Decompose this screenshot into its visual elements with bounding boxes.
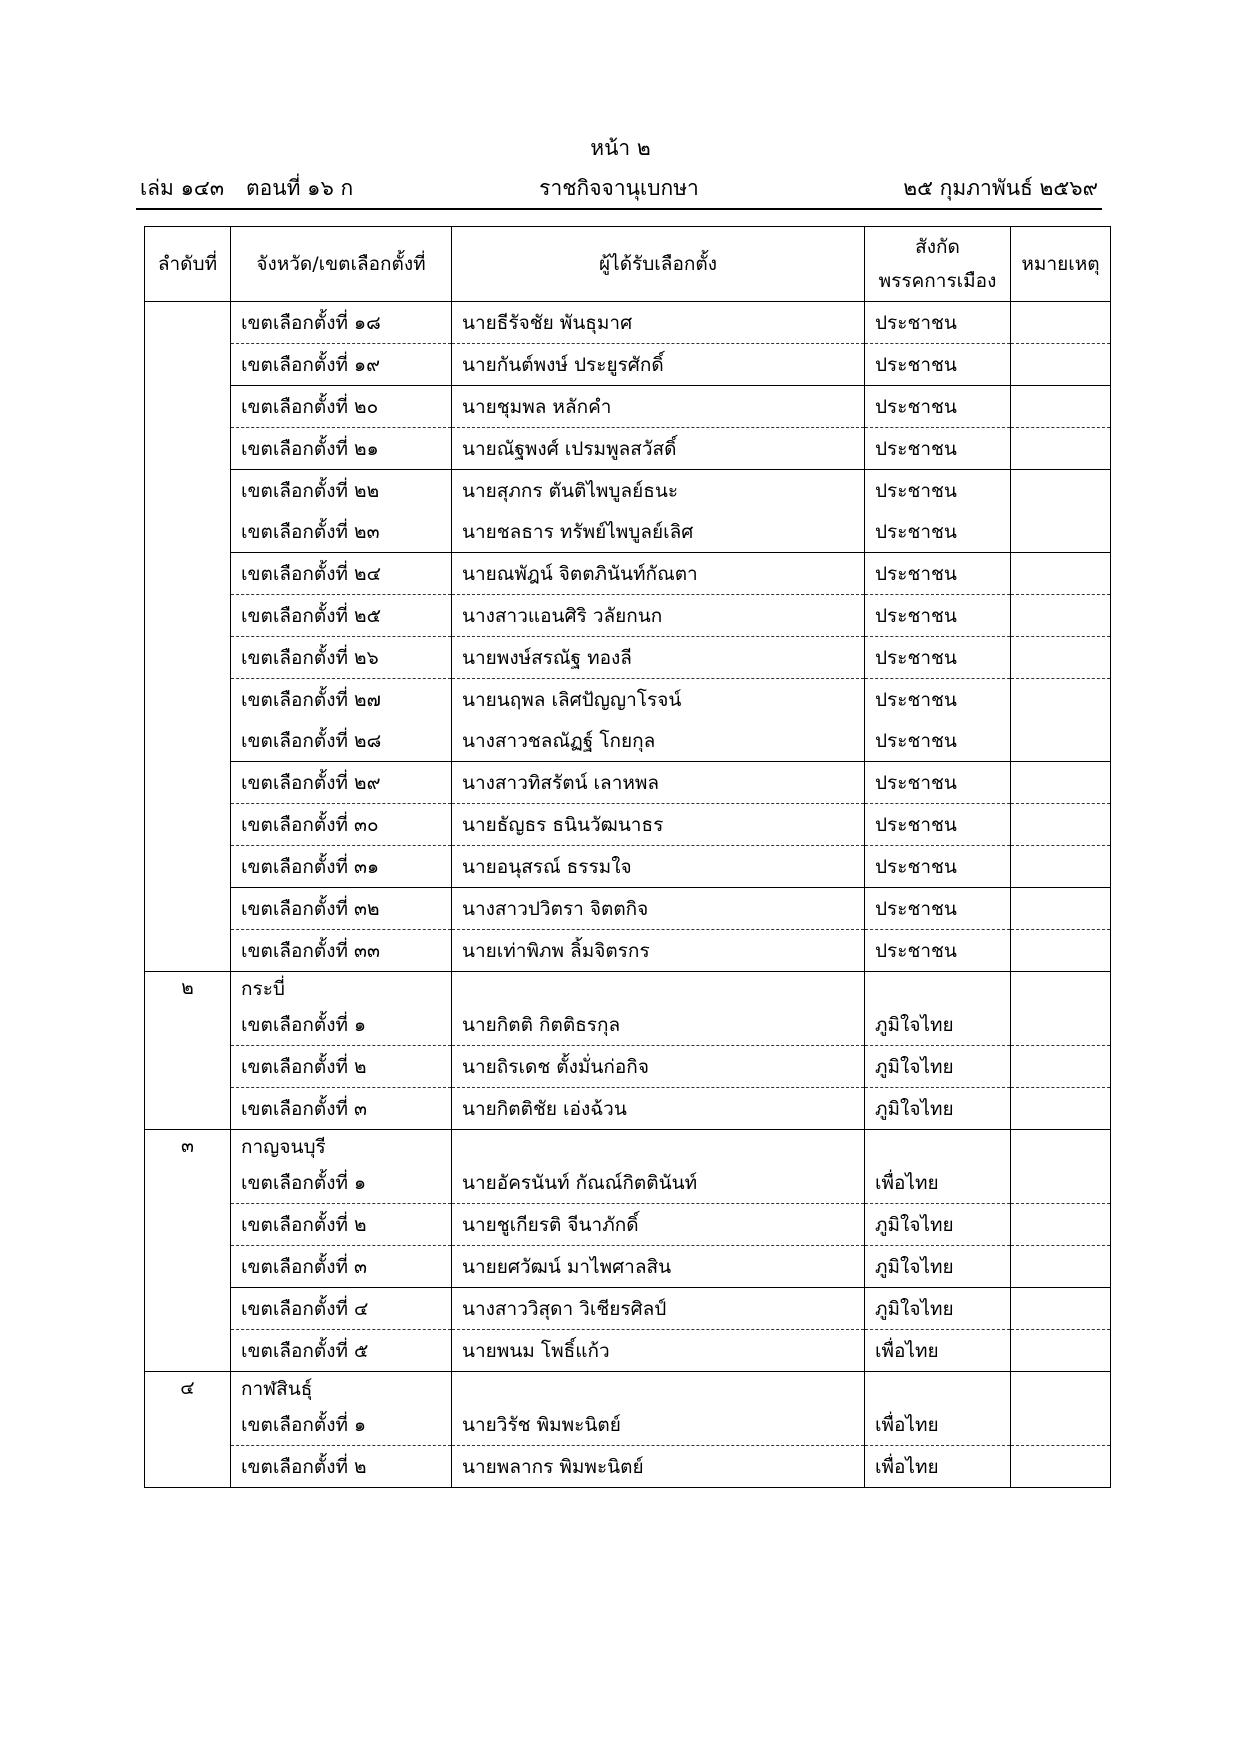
header-party [865,227,1011,302]
note-cell [1011,1446,1111,1488]
party-cell: ประชาชน [865,888,1011,930]
table-body [145,302,1111,1488]
table-row [145,1330,1111,1372]
note-cell [1011,386,1111,428]
province-row [145,1372,1111,1405]
table-row [145,428,1111,470]
header-district: จังหวัด/เขตเลือกตั้งที่ [231,227,452,302]
candidate-name-cell [452,1372,865,1405]
district-cell: เขตเลือกตั้งที่ ๓ [231,1088,452,1130]
row-number-cell [145,1088,231,1130]
row-number-cell [145,1288,231,1330]
district-cell: เขตเลือกตั้งที่ ๒๔ [231,553,452,595]
party-cell [865,972,1011,1005]
note-cell [1011,1330,1111,1372]
party-cell: ประชาชน [865,511,1011,553]
row-number-cell [145,762,231,804]
header-party-line1: สังกัด [915,236,960,258]
district-cell: เขตเลือกตั้งที่ ๒๓ [231,511,452,553]
party-cell: ประชาชน [865,595,1011,637]
note-cell [1011,511,1111,553]
note-cell [1011,888,1111,930]
candidate-name-cell: นายชุมพล หลักคำ [452,386,865,428]
district-cell: เขตเลือกตั้งที่ ๒๘ [231,720,452,762]
table-row [145,511,1111,553]
table-row [145,804,1111,846]
party-cell: เพื่อไทย [865,1162,1011,1204]
party-cell: ภูมิใจไทย [865,1246,1011,1288]
candidate-name-cell: นายเท่าพิภพ ลิ้มจิตรกร [452,930,865,972]
table-row [145,1404,1111,1446]
table-row [145,930,1111,972]
note-cell [1011,1004,1111,1046]
table-row [145,1088,1111,1130]
district-cell: เขตเลือกตั้งที่ ๒๗ [231,679,452,721]
row-number-cell [145,930,231,972]
district-cell: เขตเลือกตั้งที่ ๒๙ [231,762,452,804]
candidate-name-cell: นางสาวแอนศิริ วลัยกนก [452,595,865,637]
table-row [145,679,1111,721]
party-cell: เพื่อไทย [865,1446,1011,1488]
party-cell: ภูมิใจไทย [865,1288,1011,1330]
note-cell [1011,1088,1111,1130]
header-no: ลำดับที่ [145,227,231,302]
candidate-name-cell: นายธีรัจชัย พันธุมาศ [452,302,865,344]
candidate-name-cell: นายชลธาร ทรัพย์ไพบูลย์เลิศ [452,511,865,553]
candidate-name-cell: นายนฤพล เลิศปัญญาโรจน์ [452,679,865,721]
party-cell: ประชาชน [865,804,1011,846]
party-cell: ภูมิใจไทย [865,1004,1011,1046]
party-cell: ประชาชน [865,386,1011,428]
table-row [145,637,1111,679]
note-cell [1011,1046,1111,1088]
candidate-name-cell: นางสาวชลณัฏฐ์ โกยกุล [452,720,865,762]
header-note: หมายเหตุ [1011,227,1111,302]
party-cell: ประชาชน [865,846,1011,888]
candidate-name-cell [452,972,865,1005]
note-cell [1011,679,1111,721]
district-cell: เขตเลือกตั้งที่ ๒๑ [231,428,452,470]
row-number-cell [145,1404,231,1446]
note-cell [1011,972,1111,1005]
province-number: ๒ [145,972,231,1005]
district-cell: เขตเลือกตั้งที่ ๑๙ [231,344,452,386]
table-row [145,1204,1111,1246]
district-cell: เขตเลือกตั้งที่ ๒๒ [231,470,452,512]
row-number-cell [145,1004,231,1046]
candidate-name-cell: นายถิรเดช ตั้งมั่นก่อกิจ [452,1046,865,1088]
note-cell [1011,1162,1111,1204]
party-cell: ประชาชน [865,720,1011,762]
province-row [145,1130,1111,1163]
header-party-line2: พรรคการเมือง [878,270,997,292]
page-number: หน้า ๒ [590,136,651,160]
note-cell [1011,846,1111,888]
note-cell [1011,595,1111,637]
row-number-cell [145,637,231,679]
candidate-name-cell [452,1130,865,1163]
district-cell: เขตเลือกตั้งที่ ๑ [231,1404,452,1446]
party-cell: เพื่อไทย [865,1404,1011,1446]
district-cell: เขตเลือกตั้งที่ ๔ [231,1288,452,1330]
province-name: กาฬสินธุ์ [231,1372,452,1405]
table-row [145,1046,1111,1088]
row-number-cell [145,1204,231,1246]
district-cell: เขตเลือกตั้งที่ ๓ [231,1246,452,1288]
row-number-cell [145,386,231,428]
district-cell: เขตเลือกตั้งที่ ๕ [231,1330,452,1372]
note-cell [1011,1404,1111,1446]
district-cell: เขตเลือกตั้งที่ ๒๐ [231,386,452,428]
candidate-name-cell: นายยศวัฒน์ มาไพศาลสิน [452,1246,865,1288]
note-cell [1011,553,1111,595]
party-cell: ประชาชน [865,930,1011,972]
note-cell [1011,1204,1111,1246]
row-number-cell [145,595,231,637]
issue-label: ตอนที่ ๑๖ ก [246,176,354,200]
row-number-cell [145,1246,231,1288]
candidate-name-cell: นางสาวทิสรัตน์ เลาหพล [452,762,865,804]
table-row [145,1004,1111,1046]
province-name: กระบี่ [231,972,452,1005]
district-cell: เขตเลือกตั้งที่ ๒๕ [231,595,452,637]
note-cell [1011,470,1111,512]
candidate-name-cell: นายพลากร พิมพะนิตย์ [452,1446,865,1488]
district-cell: เขตเลือกตั้งที่ ๑ [231,1162,452,1204]
party-cell: ประชาชน [865,762,1011,804]
row-number-cell [145,1162,231,1204]
district-cell: เขตเลือกตั้งที่ ๓๑ [231,846,452,888]
table-row [145,595,1111,637]
table-row [145,344,1111,386]
note-cell [1011,1246,1111,1288]
candidate-name-cell: นายกิตติชัย เอ่งฉ้วน [452,1088,865,1130]
note-cell [1011,1130,1111,1163]
note-cell [1011,762,1111,804]
candidate-name-cell: นายพงษ์สรณัฐ ทองลี [452,637,865,679]
row-number-cell [145,553,231,595]
table-row [145,720,1111,762]
candidate-name-cell: นายกันต์พงษ์ ประยูรศักดิ์ [452,344,865,386]
row-number-cell [145,1046,231,1088]
district-cell: เขตเลือกตั้งที่ ๒ [231,1204,452,1246]
party-cell: ประชาชน [865,428,1011,470]
candidate-name-cell: นายณัฐพงศ์ เปรมพูลสวัสดิ์ [452,428,865,470]
row-number-cell [145,846,231,888]
district-cell: เขตเลือกตั้งที่ ๓๐ [231,804,452,846]
party-cell: ภูมิใจไทย [865,1046,1011,1088]
publication-date: ๒๕ กุมภาพันธ์ ๒๕๖๙ [903,176,1098,200]
table-row [145,1288,1111,1330]
party-cell [865,1130,1011,1163]
party-cell: ภูมิใจไทย [865,1088,1011,1130]
party-cell: ประชาชน [865,470,1011,512]
row-number-cell [145,428,231,470]
candidate-name-cell: นายวิรัช พิมพะนิตย์ [452,1404,865,1446]
note-cell [1011,344,1111,386]
gazette-header [136,168,1102,210]
province-name: กาญจนบุรี [231,1130,452,1163]
row-number-cell [145,1330,231,1372]
row-number-cell [145,344,231,386]
note-cell [1011,930,1111,972]
table-row [145,1446,1111,1488]
province-number: ๔ [145,1372,231,1405]
party-cell: ประชาชน [865,302,1011,344]
party-cell: เพื่อไทย [865,1330,1011,1372]
district-cell: เขตเลือกตั้งที่ ๓๓ [231,930,452,972]
table-row [145,470,1111,512]
volume-label: เล่ม ๑๔๓ [140,176,225,200]
district-cell: เขตเลือกตั้งที่ ๒ [231,1446,452,1488]
note-cell [1011,804,1111,846]
candidate-name-cell: นายชูเกียรติ จีนาภักดิ์ [452,1204,865,1246]
table-row [145,1246,1111,1288]
candidate-name-cell: นายณพัฎน์ จิตตภินันท์กัณตา [452,553,865,595]
header-name: ผู้ได้รับเลือกตั้ง [452,227,865,302]
note-cell [1011,720,1111,762]
note-cell [1011,1288,1111,1330]
candidate-name-cell: นายธัญธร ธนินวัฒนาธร [452,804,865,846]
party-cell: ประชาชน [865,344,1011,386]
party-cell: ประชาชน [865,553,1011,595]
table-row [145,302,1111,344]
row-number-cell [145,470,231,512]
election-results-table [144,226,1111,1488]
candidate-name-cell: นางสาววิสุดา วิเชียรศิลป์ [452,1288,865,1330]
row-number-cell [145,720,231,762]
table-row [145,762,1111,804]
table-row [145,386,1111,428]
note-cell [1011,637,1111,679]
row-number-cell [145,302,231,344]
party-cell: ภูมิใจไทย [865,1204,1011,1246]
district-cell: เขตเลือกตั้งที่ ๑ [231,1004,452,1046]
note-cell [1011,1372,1111,1405]
province-row [145,972,1111,1005]
table-row [145,888,1111,930]
district-cell: เขตเลือกตั้งที่ ๒ [231,1046,452,1088]
table-row [145,1162,1111,1204]
candidate-name-cell: นายอัครนันท์ กัณณ์กิตตินันท์ [452,1162,865,1204]
table-row [145,553,1111,595]
row-number-cell [145,1446,231,1488]
candidate-name-cell: นายอนุสรณ์ ธรรมใจ [452,846,865,888]
table-row [145,846,1111,888]
party-cell [865,1372,1011,1405]
party-cell: ประชาชน [865,637,1011,679]
candidate-name-cell: นายสุภกร ตันติไพบูลย์ธนะ [452,470,865,512]
row-number-cell [145,804,231,846]
note-cell [1011,428,1111,470]
party-cell: ประชาชน [865,679,1011,721]
candidate-name-cell: นายพนม โพธิ์แก้ว [452,1330,865,1372]
district-cell: เขตเลือกตั้งที่ ๓๒ [231,888,452,930]
row-number-cell [145,679,231,721]
row-number-cell [145,511,231,553]
gazette-title: ราชกิจจานุเบกษา [539,176,699,200]
district-cell: เขตเลือกตั้งที่ ๒๖ [231,637,452,679]
candidate-name-cell: นายกิตติ กิตติธรกุล [452,1004,865,1046]
candidate-name-cell: นางสาวปวิตรา จิตตกิจ [452,888,865,930]
table-header-row [145,227,1111,302]
province-number: ๓ [145,1130,231,1163]
district-cell: เขตเลือกตั้งที่ ๑๘ [231,302,452,344]
note-cell [1011,302,1111,344]
row-number-cell [145,888,231,930]
